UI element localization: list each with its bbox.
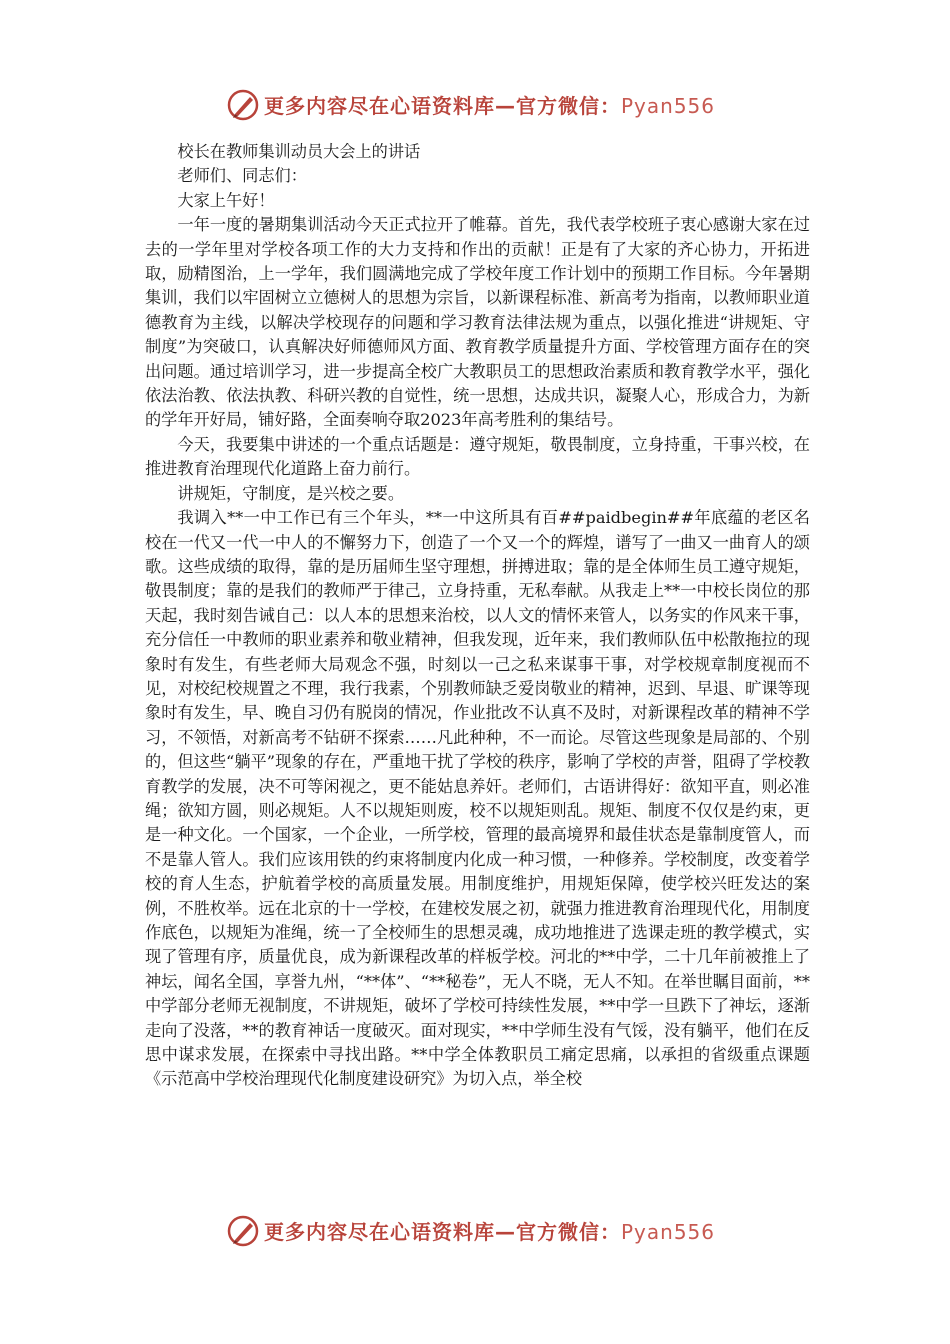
paragraph-3: 讲规矩，守制度，是兴校之要。 — [177, 483, 405, 503]
pen-logo-icon — [226, 1214, 260, 1248]
watermark-label: 更多内容尽在心语资料库—官方微信： — [264, 1220, 621, 1244]
paragraph-2: 今天，我要集中讲述的一个重点话题是：遵守规矩，敬畏制度，立身持重，干事兴校，在推进教育治理现代化道路上奋力前行。 — [145, 434, 810, 479]
greeting: 大家上午好！ — [177, 190, 275, 210]
footer-watermark-banner — [0, 1210, 950, 1250]
document-body — [145, 140, 810, 1092]
watermark-handle: Pyan556 — [621, 94, 716, 118]
paragraph-1: 一年一度的暑期集训活动今天正式拉开了帷幕。首先，我代表学校班子衷心感谢大家在过去的一学年里对学校各项工作的大力支持和作出的贡献！正是有了大家的齐心协力，开拓进取，励精图治，上一学年，我们圆满地完成了学校年度工作计划中的预期工作目标。今年暑期集训，我们以牢固树立立德树人的思想为宗旨，以新课程标准、新高考为指南，以教师职业道德教育为主线，以解决学校现存的问题和学习教育法律法规为重点，以强化推进“讲规矩、守制度”为突破口，认真解决好师德师风方面、教育教学质量提升方面、学校管理方面存在的突出问题。通过培训学习，进一步提高全校广大教职员工的思想政治素质和教育教学水平，强化依法治教、依法执教、科研兴教的自觉性，统一思想，达成共识，凝聚人心，形成合力，为新的学年开好局，铺好路，全面奏响夺取2023年高考胜利的集结号。 — [145, 215, 810, 430]
watermark-handle: Pyan556 — [621, 1220, 716, 1244]
pen-logo-icon — [226, 88, 260, 122]
salutation: 老师们、同志们： — [177, 166, 307, 186]
header-watermark-text — [264, 90, 715, 119]
paragraph-4: 我调入**一中工作已有三个年头，**一中这所具有百##paidbegin##年底蕴的老区名校在一代又一代一中人的不懈努力下，创造了一个又一个的辉煌，谱写了一曲又一曲育人的颂歌。这些成绩的取得，靠的是历届师生坚守理想，拼搏进取；靠的是全体师生员工遵守规矩，敬畏制度；靠的是我们的教师严于律己，立身持重，无私奉献。从我走上**一中校长岗位的那天起，我时刻告诫自己：以人本的思想来治校，以人文的情怀来管人，以务实的作风来干事，充分信任一中教师的职业素养和敬业精神，但我发现，近年来，我们教师队伍中松散拖拉的现象时有发生，有些老师大局观念不强，时刻以一己之私来谋事干事，对学校规章制度视而不见，对校纪校规置之不理，我行我素，个别教师缺乏爱岗敬业的精神，迟到、早退、旷课等现象时有发生，早、晚自习仍有脱岗的情况，作业批改不认真不及时，对新课程改革的精神不学习，不领悟，对新高考不钻研不探索……凡此种种，不一而论。尽管这些现象是局部的、个别的，但这些“躺平”现象的存在，严重地干扰了学校的秩序，影响了学校的声誉，阻碍了学校教育教学的发展，决不可等闲视之，更不能姑息养奸。老师们，古语讲得好：欲知平直，则必准绳；欲知方圆，则必规矩。人不以规矩则废，校不以规矩则乱。规矩、制度不仅仅是约束，更是一种文化。一个国家，一个企业，一所学校，管理的最高境界和最佳状态是靠制度管人，而不是靠人管人。我们应该用铁的约束将制度内化成一种习惯，一种修养。学校制度，改变着学校的育人生态，护航着学校的高质量发展。用制度维护，用规矩保障，使学校兴旺发达的案例，不胜枚举。远在北京的十一学校，在建校发展之初，就强力推进教育治理现代化，用制度作底色，以规矩为准绳，统一了全校师生的思想灵魂，成功地推进了选课走班的教学模式，实现了管理有序，质量优良，成为新课程改革的样板学校。河北的**中学，二十几年前被推上了神坛，闻名全国，享誉九州，“**体”、“**秘卷”，无人不晓，无人不知。在举世瞩目面前，**中学部分老师无视制度，不讲规矩，破坏了学校可持续性发展，**中学一旦跌下了神坛，逐渐走向了没落，**的教育神话一度破灭。面对现实，**中学师生没有气馁，没有躺平，他们在反思中谋求发展，在探索中寻找出路。**中学全体教职员工痛定思痛，以承担的省级重点课题《示范高中学校治理现代化制度建设研究》为切入点，举全校 — [145, 508, 810, 1089]
footer-watermark-text — [264, 1216, 715, 1245]
document-title: 校长在教师集训动员大会上的讲话 — [177, 142, 421, 161]
watermark-label: 更多内容尽在心语资料库—官方微信： — [264, 94, 621, 118]
header-watermark-banner — [0, 84, 950, 124]
